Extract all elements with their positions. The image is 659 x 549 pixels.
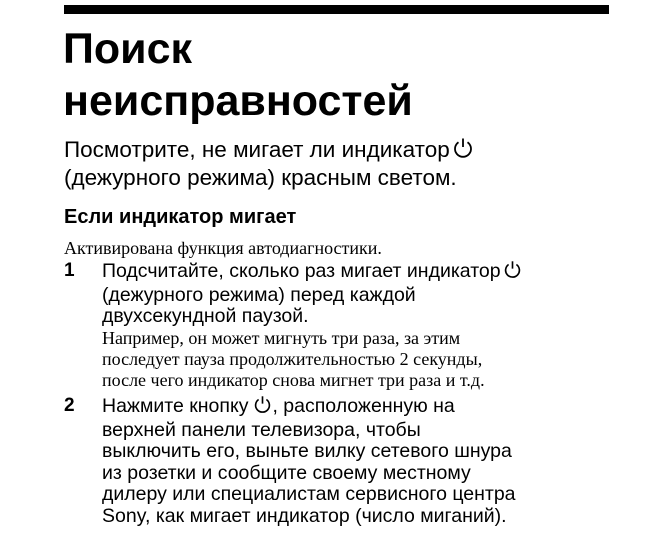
step-2-line-5: дилеру или специалистам сервисного центра <box>102 483 516 505</box>
power-standby-icon <box>503 260 522 285</box>
step-1-line-2: (дежурного режима) перед каждой <box>102 283 416 306</box>
step-1-note-line-1: Например, он может мигнуть три раза, за этим <box>102 327 461 348</box>
step-1-line-1 <box>102 260 612 285</box>
intro-line-1-text: Посмотрите, не мигает ли индикатор <box>64 137 450 162</box>
step-2-line-1-prefix: Нажмите кнопку <box>102 395 249 417</box>
step-1-note-line-2: последует пауза продолжительностью 2 секунды, <box>102 348 483 369</box>
intro-line-1 <box>64 137 609 165</box>
page-title <box>63 23 413 127</box>
step-1-note-line-3: после чего индикатор снова мигнет три раза и т.д. <box>102 369 485 390</box>
step-2-line-2: верхней панели телевизора, чтобы <box>102 418 421 441</box>
page-title-line-1: Поиск <box>63 25 193 73</box>
step-2 <box>102 395 612 527</box>
page-title-line-2: неисправностей <box>63 77 413 125</box>
header-rule <box>64 5 609 14</box>
power-standby-icon <box>452 137 474 165</box>
step-1-note <box>102 328 612 391</box>
power-standby-icon <box>253 395 272 420</box>
step-2-line-3: выключить его, выньте вилку сетевого шнура <box>102 440 512 462</box>
step-1 <box>102 260 612 391</box>
step-1-line-1-text: Подсчитайте, сколько раз мигает индикатор <box>102 260 501 282</box>
step-1-line-3: двухсекундной паузой. <box>102 305 309 327</box>
step-number-2: 2 <box>64 395 75 416</box>
step-number-1: 1 <box>64 260 75 281</box>
step-2-line-4: из розетки и сообщите своему местному <box>102 461 471 484</box>
intro-line-2: (дежурного режима) красным светом. <box>64 165 457 190</box>
intro-text <box>64 137 609 191</box>
section-lead: Активирована функция автодиагностики. <box>64 238 382 258</box>
step-2-line-1 <box>102 395 612 420</box>
step-2-line-1-suffix: , расположенную на <box>272 395 455 417</box>
step-2-line-6: Sony, как мигает индикатор (число миганий). <box>102 504 507 527</box>
section-heading: Если индикатор мигает <box>64 206 297 228</box>
